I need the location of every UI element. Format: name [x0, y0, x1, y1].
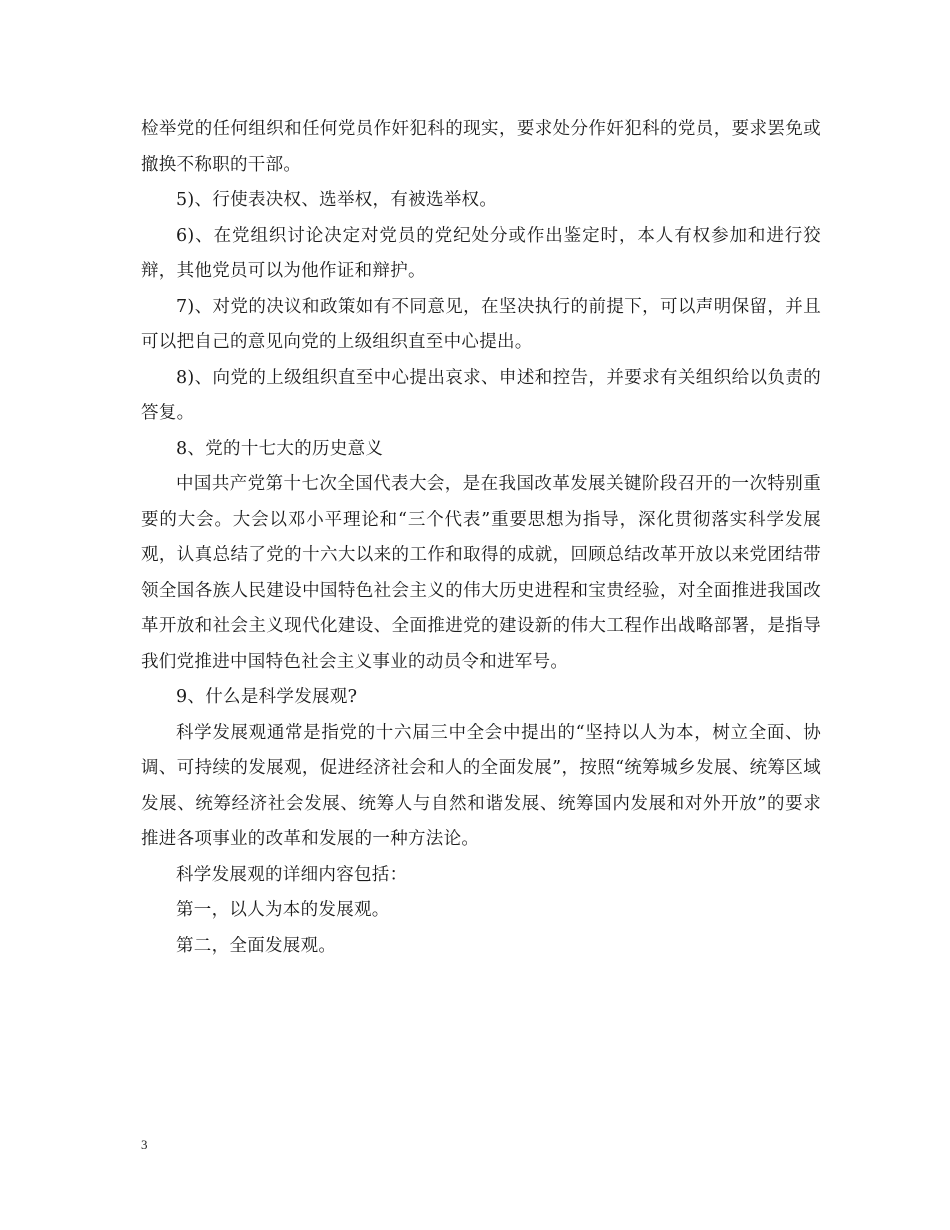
section-heading-8: 8、党的十七大的历史意义 [176, 438, 384, 459]
document-body [141, 112, 821, 964]
paragraph-point-one: 第一，以人为本的发展观。 [176, 900, 390, 920]
paragraph-content-intro: 科学发展观的详细内容包括： [176, 864, 408, 885]
paragraph-scientific-outlook: 科学发展观通常是指党的十六届三中全会中提出的“坚持以人为本，树立全面、协调、可持续的发展观，促进经济社会和人的全面发展”，按照“统筹城乡发展、统筹区域发展、统筹经济社会发展、统筹人与自然和谐发展、统筹国内发展和对外开放”的要求推进各项事业的改革和发展的一种方法论。 [141, 722, 821, 849]
paragraph-seventeenth-congress: 中国共产党第十七次全国代表大会，是在我国改革发展关键阶段召开的一次特别重要的大会。大会以邓小平理论和“三个代表”重要思想为指导，深化贯彻落实科学发展观，认真总结了党的十六大以来的工作和取得的成就，回顾总结改革开放以来党团结带领全国各族人民建设中国特色社会主义的伟大历史进程和宝贵经验，对全面推进我国改革开放和社会主义现代化建设、全面推进党的建设新的伟大工程作出战略部署，是指导我们党推进中国特色社会主义事业的动员令和进军号。 [141, 474, 821, 672]
section-heading-9: 9、什么是科学发展观? [176, 687, 358, 707]
paragraph-right-6: 6)、在党组织讨论决定对党员的党纪处分或作出鉴定时，本人有权参加和进行狡辩，其他党员可以为他作证和辩护。 [141, 225, 821, 281]
paragraph-continuation: 检举党的任何组织和任何党员作奸犯科的现实，要求处分作奸犯科的党员，要求罢免或撤换不称职的干部。 [141, 119, 821, 175]
paragraph-right-8: 8)、向党的上级组织直至中心提出哀求、申述和控告，并要求有关组织给以负责的答复。 [141, 367, 821, 423]
paragraph-right-5: 5)、行使表决权、选举权，有被选举权。 [176, 190, 498, 210]
paragraph-point-two: 第二，全面发展观。 [176, 935, 337, 956]
paragraph-right-7: 7)、对党的决议和政策如有不同意见，在坚决执行的前提下，可以声明保留，并且可以把自己的意见向党的上级组织直至中心提出。 [141, 296, 821, 352]
page-number: 3 [141, 1137, 148, 1152]
